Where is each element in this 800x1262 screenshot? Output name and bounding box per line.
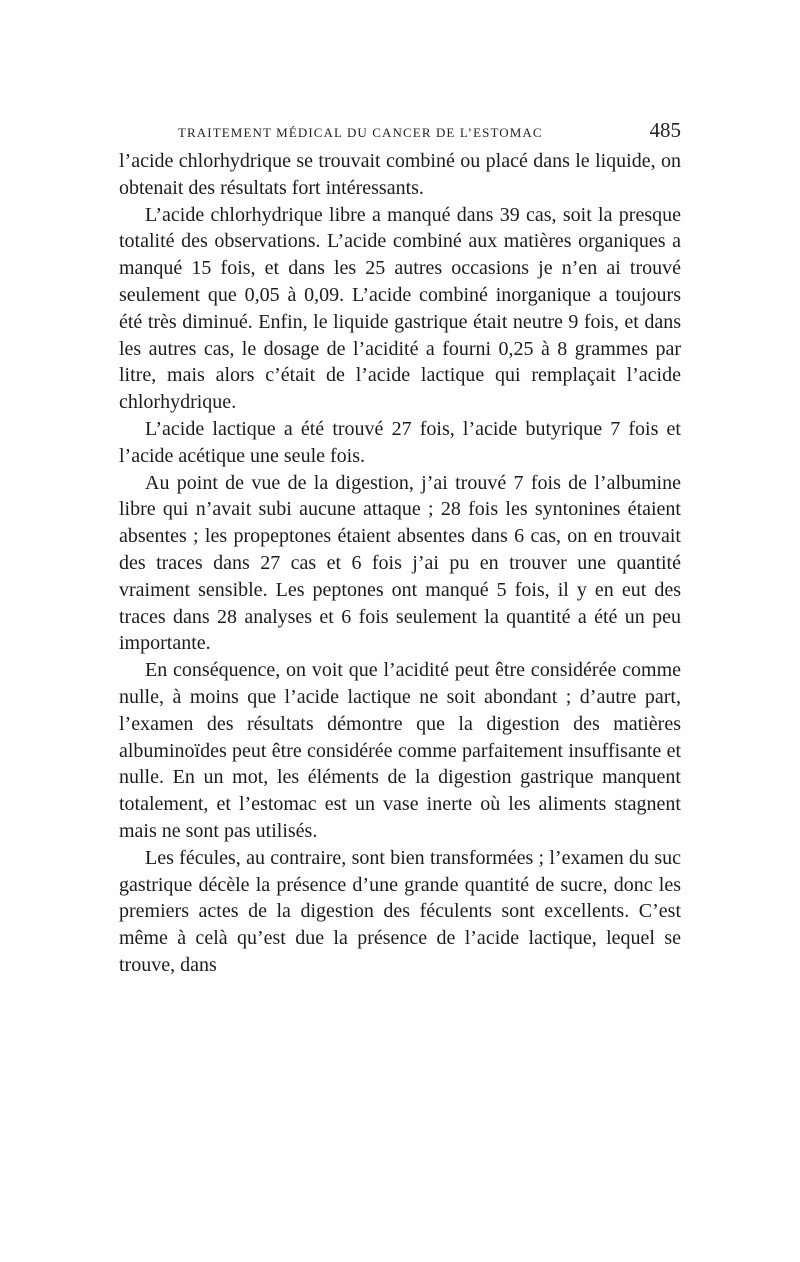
paragraph-lactic-acid: L’acide lactique a été trouvé 27 fois, l’acide butyrique 7 fois et l’acide acétique une seule fois.: [119, 417, 681, 467]
running-head: [178, 118, 681, 143]
paragraph-digestion: Au point de vue de la digestion, j’ai trouvé 7 fois de l’albumine libre qui n’avait subi aucune attaque ; 28 fois les syntonines étaient absentes ; les propeptones étaient absentes dans 6 cas, on en trouvait des traces dans 27 cas et 6 fois j’ai pu en trouver une quantité vraiment sensible. Les peptones ont manqué 5 fois, il y en eut des traces dans 28 analyses et 6 fois seulement la quantité a été un peu importante.: [119, 471, 681, 655]
page-number: 485: [649, 118, 681, 142]
paragraph-free-acid: L’acide chlorhydrique libre a manqué dans 39 cas, soit la presque totalité des observations. L’acide combiné aux matières organiques a manqué 15 fois, et dans les 25 autres occasions je n’en ai trouvé seulement que 0,05 à 0,09. L’acide combiné inorganique a toujours été très diminué. Enfin, le liquide gastrique était neutre 9 fois, et dans les autres cas, le dosage de l’acidité a fourni 0,25 à 8 grammes par litre, mais alors c’était de l’acide lactique qui remplaçait l’acide chlorhydrique.: [119, 203, 681, 414]
paragraph-continuation: l’acide chlorhydrique se trouvait combiné ou placé dans le liquide, on obtenait des résultats fort intéressants.: [119, 150, 681, 199]
running-title: TRAITEMENT MÉDICAL DU CANCER DE L’ESTOMAC: [178, 125, 543, 140]
body-text: [119, 148, 681, 979]
paragraph-consequence: En conséquence, on voit que l’acidité peut être considérée comme nulle, à moins que l’acide lactique ne soit abondant ; d’autre part, l’examen des résultats démontre que la digestion des matières albuminoïdes peut être considérée comme parfaitement insuffisante et nulle. En un mot, les éléments de la digestion gastrique manquent totalement, et l’estomac est un vase inerte où les aliments stagnent mais ne sont pas utilisés.: [119, 659, 681, 842]
paragraph-starches: Les fécules, au contraire, sont bien transformées ; l’examen du suc gastrique décèle la présence d’une grande quantité de sucre, donc les premiers actes de la digestion des féculents sont excellents. C’est même à celà qu’est due la présence de l’acide lactique, lequel se trouve, dans: [119, 846, 681, 976]
